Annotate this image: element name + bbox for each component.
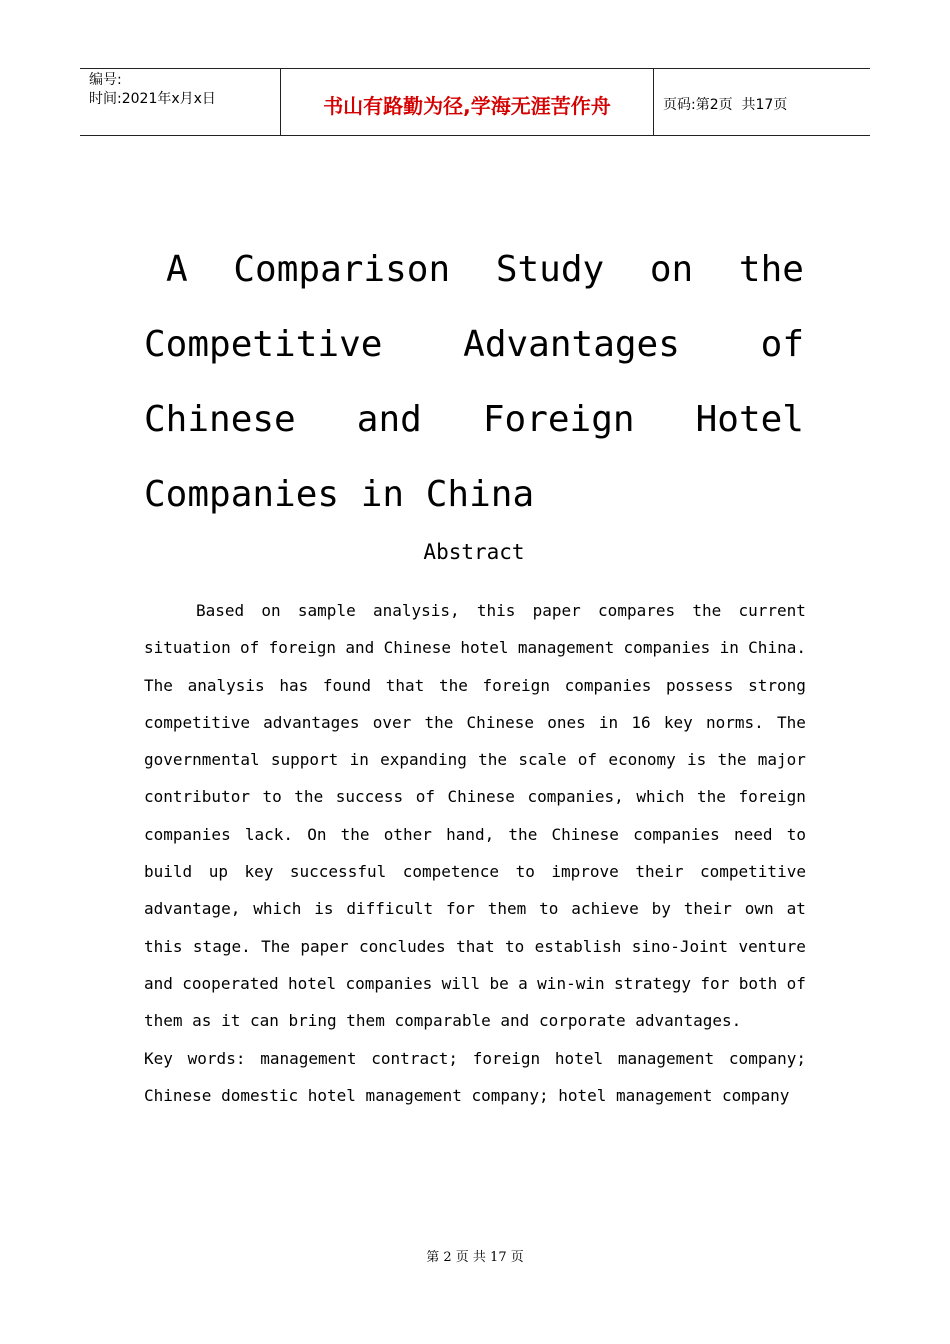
title-word: Study [495,249,605,290]
word: analysis, [372,601,460,620]
word: the [697,787,726,807]
word: of [577,750,598,770]
word: hotel [287,973,337,993]
word: 16 [631,712,651,732]
word: The [261,936,291,956]
word: key [244,862,274,882]
page-header [80,68,870,136]
title-word: Companies in China [144,474,535,515]
word: Based [196,601,245,620]
word: management [517,638,615,658]
word: improve [551,862,619,882]
title-line [144,307,804,382]
word: expanding [380,750,467,770]
word: support [270,750,339,770]
word: Key [144,1048,173,1068]
word: governmental [144,750,260,770]
word: their [683,899,732,919]
title-word: Foreign [482,399,635,440]
word: stage. [192,936,251,956]
word: which [253,899,302,919]
word: that [385,675,425,695]
abstract-body [144,592,806,1114]
word: a [518,973,528,993]
word: for [700,973,730,993]
word: build [144,862,193,882]
word: need [733,824,773,844]
word: foreign [472,1048,541,1068]
word: management [260,1048,357,1068]
word: On [307,824,327,844]
word: establish [534,936,622,956]
word: strategy [613,973,692,993]
word: which [636,787,685,807]
word: words: [187,1048,246,1068]
word: this [476,601,516,620]
word: foreign [738,787,806,807]
word: foreign [268,638,337,658]
word: ones [547,712,586,732]
title-word: Hotel [695,399,804,440]
word: will [441,973,481,993]
word: key [663,712,693,732]
abstract-line [144,667,806,704]
word: companies [345,973,433,993]
word: successful [289,862,387,882]
word: the [340,824,370,844]
word: in [598,712,619,732]
word: competitive [144,712,250,732]
word: in [719,638,739,658]
word: to [262,787,282,807]
word: has [279,675,309,695]
word: difficult [346,899,434,919]
word: companies, [527,787,624,807]
word: by [651,899,671,919]
word: possess [666,675,734,695]
word: foreign [482,675,550,695]
word: lack. [244,824,294,844]
page-footer: 第 2 页 共 17 页 [426,1250,524,1265]
abstract-line [144,853,806,890]
word: The [144,675,173,695]
title-word: Chinese [144,399,296,440]
line-text: them as it can bring them comparable and corporate advantages. [144,1011,742,1031]
word: management [617,1048,715,1068]
word: companies [564,675,652,695]
word: them [487,899,527,919]
word: win-win [537,973,605,993]
word: the [438,675,468,695]
word: and [144,973,173,993]
word: is [687,750,707,770]
word: that [456,936,495,956]
word: other [383,824,432,844]
title-word: Competitive [144,324,383,365]
word: competence [402,862,500,882]
word: for [445,899,475,919]
abstract-line [144,816,806,853]
word: up [208,862,228,882]
word: major [757,750,806,770]
word: cooperated [182,973,279,993]
word: of [786,973,806,993]
word: to [515,862,535,882]
title-line [144,232,804,307]
word: Chinese [383,638,452,658]
word: situation [144,638,231,658]
abstract-line [144,778,806,815]
word: companies [633,824,720,844]
abstract-heading: Abstract [423,540,525,564]
word: and [345,638,375,658]
word: of [415,787,435,807]
abstract-line [144,704,806,741]
word: the [478,750,508,770]
document-number-label: 编号: [89,72,122,88]
word: Chinese [466,712,534,732]
word: companies [623,638,711,658]
abstract-line [144,592,806,629]
word: advantage, [144,899,241,919]
title-word: A [166,249,188,290]
word: contract; [371,1048,458,1068]
word: on [261,601,281,620]
title-word: of [760,324,804,365]
abstract-line [144,890,806,927]
word: norms. [705,712,764,732]
word: over [372,712,412,732]
word: paper [300,936,349,956]
word: sample [297,601,356,620]
word: sino-Joint [631,936,729,956]
word: hand, [446,824,495,844]
keywords-line [144,1040,806,1077]
word: advantages [263,712,360,732]
header-meta [80,69,281,135]
header-page-info: 页码:第2页 共17页 [663,97,788,113]
word: the [294,787,324,807]
word: to [504,936,525,956]
title-word: the [738,249,804,290]
word: own [744,899,774,919]
abstract-line [144,965,806,1002]
word: to [539,899,559,919]
title-word: Comparison [233,249,451,290]
title-line [144,457,804,532]
word: current [738,601,806,620]
word: to [786,824,806,844]
word: success [335,787,404,807]
word: Chinese [447,787,515,807]
line-text: Chinese domestic hotel management company; hotel management company [144,1085,790,1105]
word: paper [532,601,581,620]
abstract-line [144,928,806,965]
word: the [717,750,747,770]
word: The [776,712,806,732]
abstract-line [144,1002,806,1039]
word: companies [144,824,231,844]
word: Chinese [551,824,619,844]
document-time-label: 时间:2021年x月x日 [89,91,216,107]
title-word: and [356,399,422,440]
word: the [424,712,454,732]
word: scale [518,750,567,770]
word: the [692,601,722,620]
word: contributor [144,787,250,807]
header-motto: 书山有路勤为径,学海无涯苦作舟 [281,69,654,135]
word: both [738,973,778,993]
word: venture [738,936,806,956]
keywords-line [144,1077,806,1114]
word: be [489,973,509,993]
word: competitive [700,862,806,882]
document-title [144,232,804,532]
abstract-line [144,741,806,778]
word: achieve [571,899,639,919]
word: compares [598,601,676,620]
word: concludes [358,936,446,956]
word: this [144,936,183,956]
word: is [314,899,334,919]
word: hotel [460,638,509,658]
title-word: on [649,249,694,290]
word: in [349,750,369,770]
word: their [635,862,684,882]
word: the [508,824,538,844]
word: China. [748,638,806,658]
word: hotel [554,1048,604,1068]
title-line [144,382,804,457]
word: analysis [187,675,265,695]
word: of [240,638,260,658]
word: strong [748,675,806,695]
word: at [786,899,806,919]
title-word: Advantages [463,324,680,365]
word: company; [728,1048,806,1068]
abstract-line [144,629,806,666]
word: economy [608,750,676,770]
word: found [322,675,372,695]
